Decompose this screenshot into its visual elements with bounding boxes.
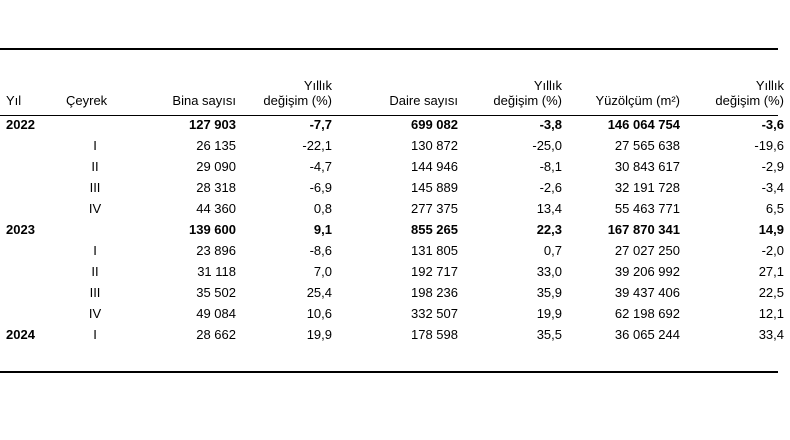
cell-bina: 127 903	[189, 117, 236, 132]
cell-bina: 49 084	[196, 306, 236, 321]
header-daire-yillik-line1: Yıllık	[533, 78, 562, 93]
table-row	[0, 261, 790, 282]
header-bina-yillik-line2: değişim (%)	[263, 93, 332, 108]
cell-daire-degisim: 33,0	[536, 264, 562, 279]
cell-daire-degisim: -8,1	[539, 159, 562, 174]
cell-daire: 131 805	[411, 243, 458, 258]
cell-daire-degisim: 35,9	[536, 285, 562, 300]
cell-bina-degisim: 19,9	[306, 327, 332, 342]
cell-daire: 178 598	[411, 327, 458, 342]
header-daire: Daire sayısı	[389, 93, 458, 108]
cell-yil	[0, 282, 64, 303]
cell-yil	[0, 240, 64, 261]
cell-daire-degisim: 22,3	[536, 222, 562, 237]
cell-bina-degisim: -6,9	[309, 180, 332, 195]
cell-ceyrek: I	[93, 327, 97, 342]
cell-yil	[0, 156, 64, 177]
table-row	[0, 303, 790, 324]
table-top-rule	[0, 48, 778, 50]
table-row	[0, 156, 790, 177]
header-bina-yillik-line1: Yıllık	[303, 78, 332, 93]
header-bina: Bina sayısı	[172, 93, 236, 108]
cell-yil: 2022	[6, 117, 35, 132]
table-header-row	[0, 56, 790, 108]
cell-bina: 23 896	[196, 243, 236, 258]
cell-bina-degisim: 9,1	[313, 222, 332, 237]
cell-yuzolcum-degisim: -19,6	[754, 138, 784, 153]
building-permits-table	[0, 56, 790, 345]
table-row	[0, 198, 790, 219]
cell-yil: 2024	[6, 327, 35, 342]
cell-daire-degisim: -25,0	[532, 138, 562, 153]
cell-ceyrek: IV	[88, 201, 102, 216]
cell-yuzolcum: 55 463 771	[614, 201, 680, 216]
cell-bina: 29 090	[196, 159, 236, 174]
cell-daire: 855 265	[411, 222, 458, 237]
cell-yuzolcum-degisim: 14,9	[758, 222, 784, 237]
cell-daire: 130 872	[411, 138, 458, 153]
header-yil: Yıl	[6, 93, 22, 108]
table-bottom-rule	[0, 371, 778, 373]
cell-bina: 35 502	[196, 285, 236, 300]
table-row	[0, 324, 790, 345]
cell-yuzolcum: 146 064 754	[607, 117, 680, 132]
cell-yuzolcum-degisim: -2,9	[761, 159, 784, 174]
header-yuzolcum: Yüzölçüm (m²)	[595, 93, 680, 108]
cell-daire: 145 889	[411, 180, 458, 195]
cell-ceyrek: III	[89, 180, 101, 195]
cell-yuzolcum: 39 437 406	[614, 285, 680, 300]
cell-bina-degisim: 25,4	[306, 285, 332, 300]
cell-bina-degisim: -8,6	[309, 243, 332, 258]
table-row	[0, 282, 790, 303]
table-row	[0, 240, 790, 261]
cell-yil	[0, 177, 64, 198]
cell-bina-degisim: 10,6	[306, 306, 332, 321]
cell-ceyrek	[64, 114, 126, 135]
cell-yil	[0, 303, 64, 324]
cell-ceyrek: II	[91, 159, 99, 174]
cell-bina-degisim: -4,7	[309, 159, 332, 174]
cell-ceyrek: I	[93, 138, 97, 153]
cell-ceyrek: III	[89, 285, 101, 300]
cell-bina: 26 135	[196, 138, 236, 153]
cell-yuzolcum: 62 198 692	[614, 306, 680, 321]
header-yuzolcum-yillik-line2: değişim (%)	[715, 93, 784, 108]
cell-ceyrek	[64, 219, 126, 240]
table-row	[0, 135, 790, 156]
cell-yuzolcum-degisim: -3,6	[761, 117, 784, 132]
cell-yil	[0, 135, 64, 156]
cell-daire-degisim: 19,9	[536, 306, 562, 321]
cell-ceyrek: II	[91, 264, 99, 279]
table-row	[0, 177, 790, 198]
header-bina-yillik	[236, 56, 332, 108]
cell-yuzolcum: 27 027 250	[614, 243, 680, 258]
cell-bina-degisim: 7,0	[313, 264, 332, 279]
cell-yuzolcum: 39 206 992	[614, 264, 680, 279]
cell-yuzolcum-degisim: 22,5	[758, 285, 784, 300]
header-ceyrek: Çeyrek	[66, 93, 108, 108]
cell-daire-degisim: -3,8	[539, 117, 562, 132]
cell-bina: 44 360	[196, 201, 236, 216]
cell-yuzolcum-degisim: 33,4	[758, 327, 784, 342]
cell-bina-degisim: 0,8	[313, 201, 332, 216]
cell-bina-degisim: -22,1	[302, 138, 332, 153]
cell-yuzolcum-degisim: -3,4	[761, 180, 784, 195]
cell-daire-degisim: 35,5	[536, 327, 562, 342]
cell-bina: 28 318	[196, 180, 236, 195]
cell-daire: 277 375	[411, 201, 458, 216]
cell-daire-degisim: 13,4	[536, 201, 562, 216]
cell-daire: 699 082	[411, 117, 458, 132]
cell-yuzolcum: 167 870 341	[607, 222, 680, 237]
cell-yil: 2023	[6, 222, 35, 237]
cell-yuzolcum: 32 191 728	[614, 180, 680, 195]
cell-yuzolcum-degisim: 27,1	[758, 264, 784, 279]
cell-bina: 28 662	[196, 327, 236, 342]
cell-bina: 31 118	[197, 264, 236, 279]
cell-yil	[0, 198, 64, 219]
cell-daire-degisim: -2,6	[539, 180, 562, 195]
cell-bina-degisim: -7,7	[309, 117, 332, 132]
header-daire-yillik	[458, 56, 562, 108]
cell-ceyrek: IV	[88, 306, 102, 321]
header-daire-yillik-line2: değişim (%)	[493, 93, 562, 108]
header-yuzolcum-yillik	[680, 56, 790, 108]
cell-daire: 332 507	[411, 306, 458, 321]
cell-yuzolcum: 36 065 244	[614, 327, 680, 342]
cell-daire-degisim: 0,7	[543, 243, 562, 258]
header-yuzolcum-yillik-line1: Yıllık	[755, 78, 784, 93]
cell-yuzolcum-degisim: 6,5	[765, 201, 784, 216]
cell-daire: 144 946	[411, 159, 458, 174]
table-row	[0, 219, 790, 240]
table-row	[0, 114, 790, 135]
cell-yuzolcum-degisim: 12,1	[758, 306, 784, 321]
cell-yuzolcum: 27 565 638	[614, 138, 680, 153]
cell-yuzolcum-degisim: -2,0	[761, 243, 784, 258]
cell-yuzolcum: 30 843 617	[614, 159, 680, 174]
cell-yil	[0, 261, 64, 282]
cell-daire: 198 236	[411, 285, 458, 300]
cell-ceyrek: I	[93, 243, 97, 258]
cell-daire: 192 717	[411, 264, 458, 279]
cell-bina: 139 600	[189, 222, 236, 237]
